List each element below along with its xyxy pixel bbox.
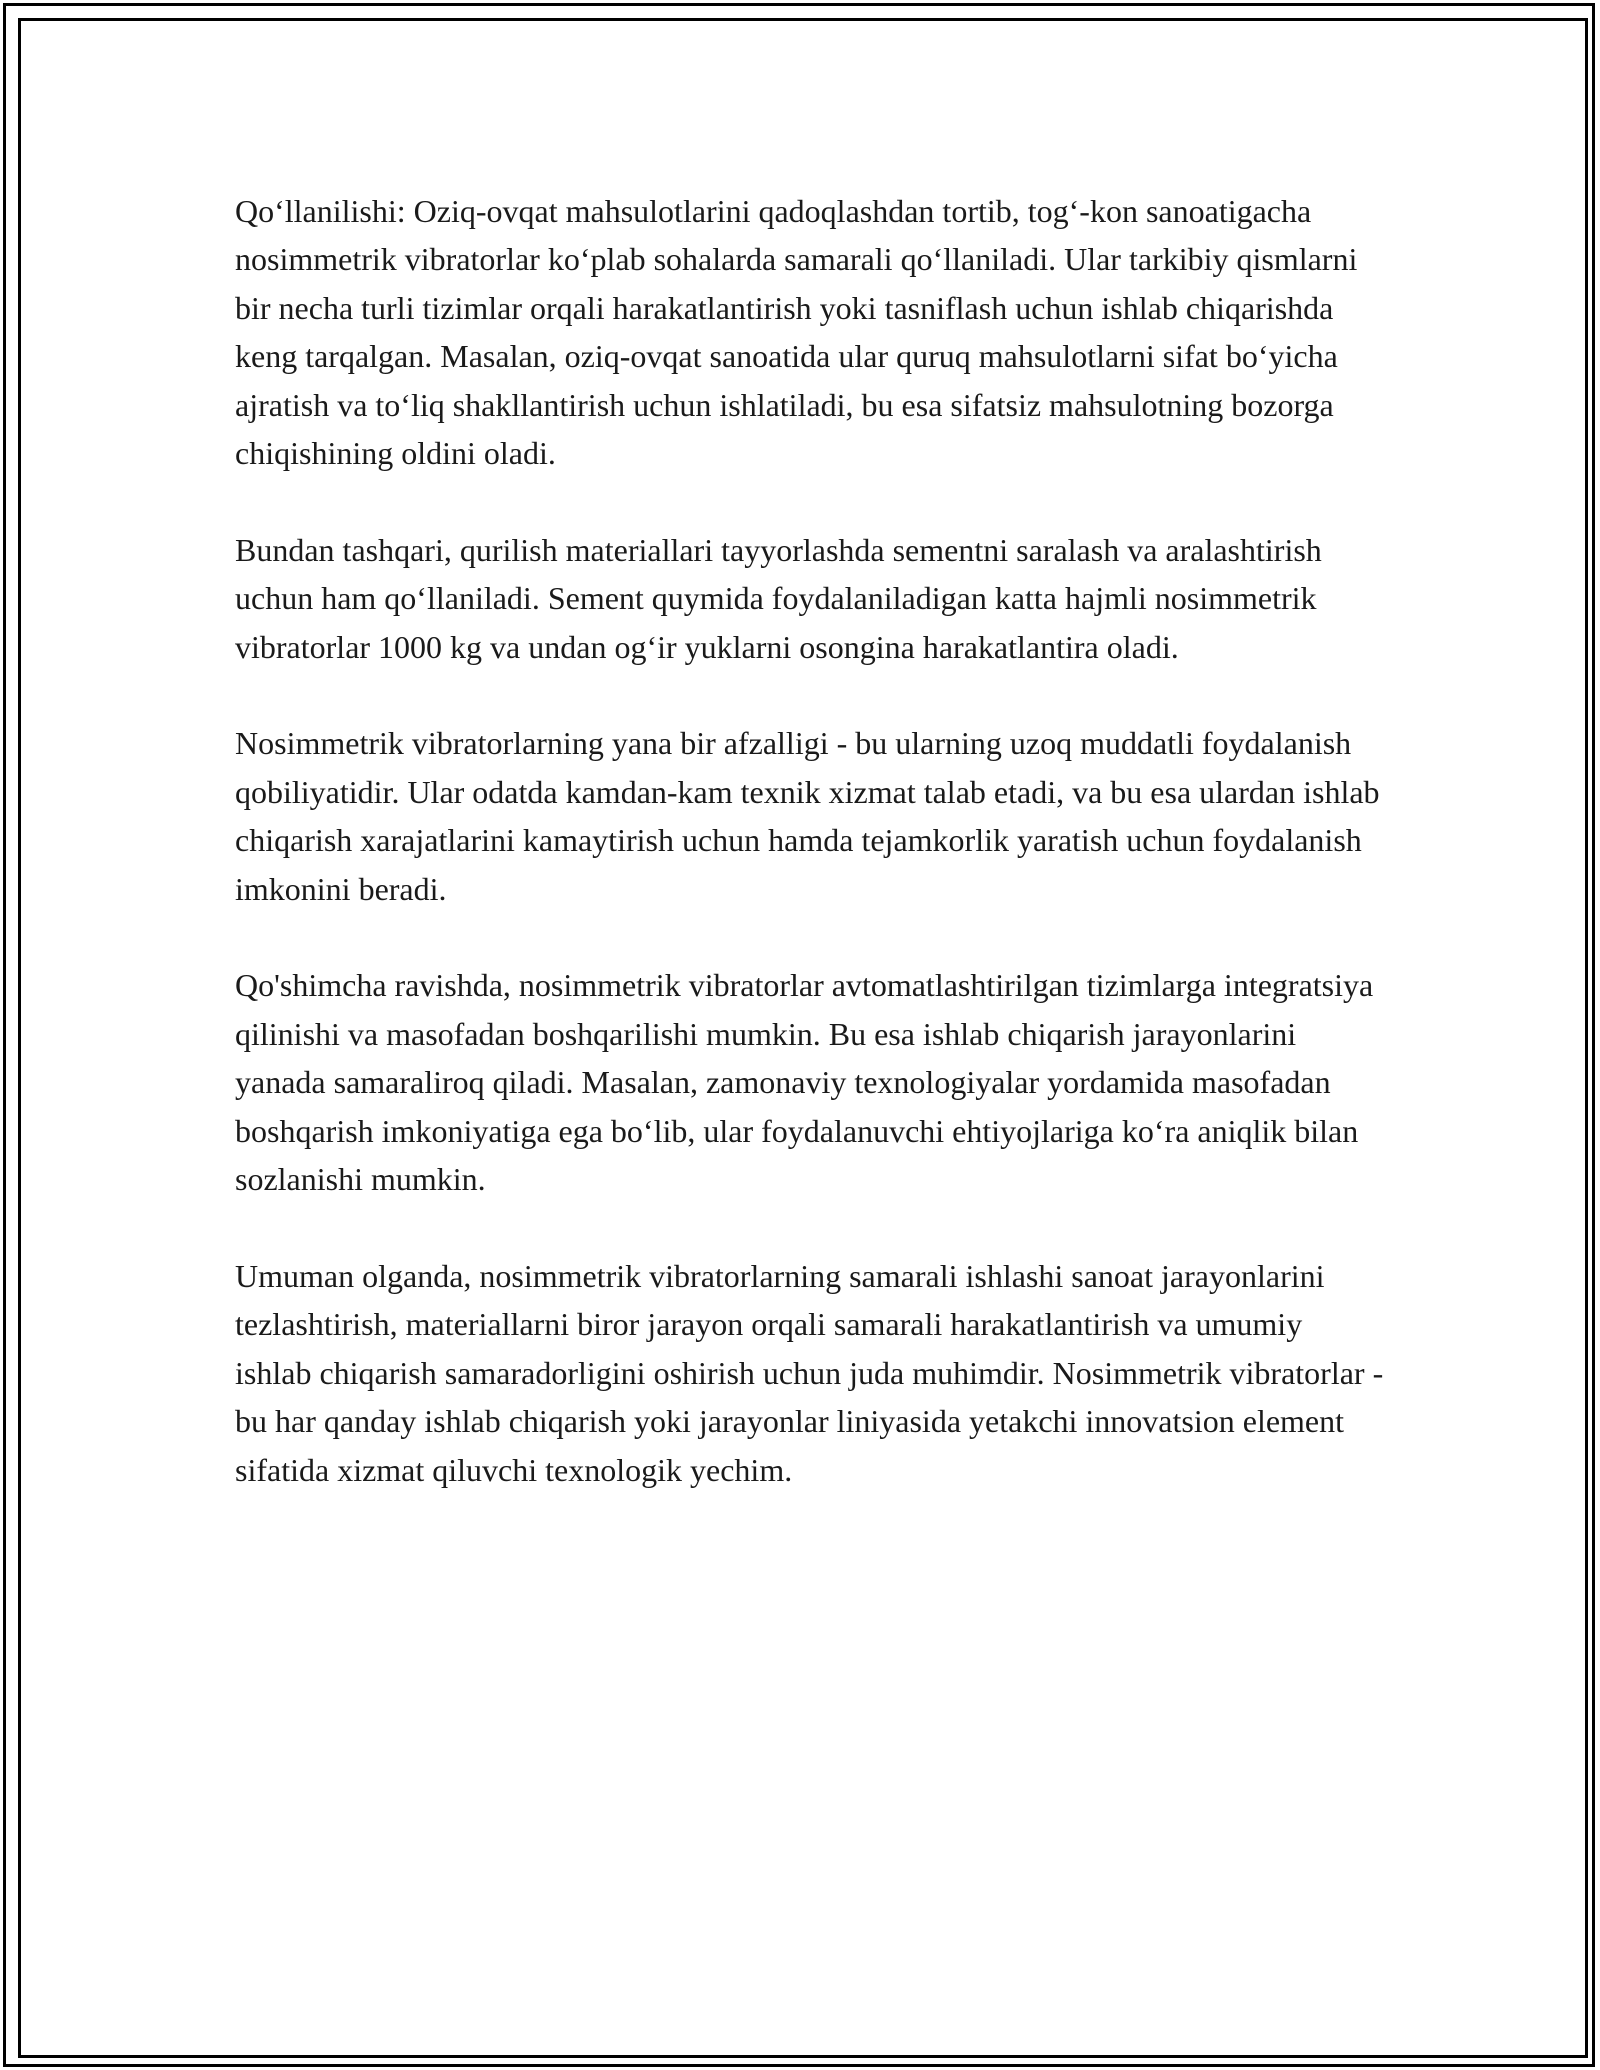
paragraph-conclusion: Umuman olganda, nosimmetrik vibratorlarning samarali ishlashi sanoat jarayonlarini tezlashtirish, materiallarni biror jarayon orqali samarali harakatlantirish va umumiy ishlab chiqarish samaradorligini oshirish uchun juda muhimdir. Nosimmetrik vibratorlar - bu har qanday ishlab chiqarish yoki jarayonlar liniyasida yetakchi innovatsion element sifatida xizmat qiluvchi texnologik yechim. (235, 1257, 1384, 1488)
document-body (235, 187, 1385, 1494)
paragraph-automation: Qo'shimcha ravishda, nosimmetrik vibratorlar avtomatlashtirilgan tizimlarga integratsiya qilinishi va masofadan boshqarilishi mumkin. Bu esa ishlab chiqarish jarayonlarini yanada samaraliroq qiladi. Masalan, zamonaviy texnologiyalar yordamida masofadan boshqarish imkoniyatiga ega bo‘lib, ular foydalanuvchi ehtiyojlariga ko‘ra aniqlik bilan sozlanishi mumkin. (235, 967, 1374, 1198)
paragraph-durability: Nosimmetrik vibratorlarning yana bir afzalligi - bu ularning uzoq muddatli foydalanish qobiliyatidir. Ular odatda kamdan-kam texnik xizmat talab etadi, va bu esa ulardan ishlab chiqarish xarajatlarini kamaytirish uchun hamda tejamkorlik yaratish uchun foydalanish imkonini beradi. (235, 725, 1380, 907)
paragraph-applications: Qo‘llanilishi: Oziq-ovqat mahsulotlarini qadoqlashdan tortib, tog‘-kon sanoatigacha nosimmetrik vibratorlar ko‘plab sohalarda samarali qo‘llaniladi. Ular tarkibiy qismlarni bir necha turli tizimlar orqali harakatlantirish yoki tasniflash uchun ishlab chiqarishda keng tarqalgan. Masalan, oziq-ovqat sanoatida ular quruq mahsulotlarni sifat bo‘yicha ajratish va to‘liq shakllantirish uchun ishlatiladi, bu esa sifatsiz mahsulotning bozorga chiqishining oldini oladi. (235, 193, 1358, 472)
paragraph-construction: Bundan tashqari, qurilish materiallari tayyorlashda sementni saralash va aralashtirish uchun ham qo‘llaniladi. Sement quymida foydalaniladigan katta hajmli nosimmetrik vibratorlar 1000 kg va undan og‘ir yuklarni osongina harakatlantira oladi. (235, 531, 1322, 665)
